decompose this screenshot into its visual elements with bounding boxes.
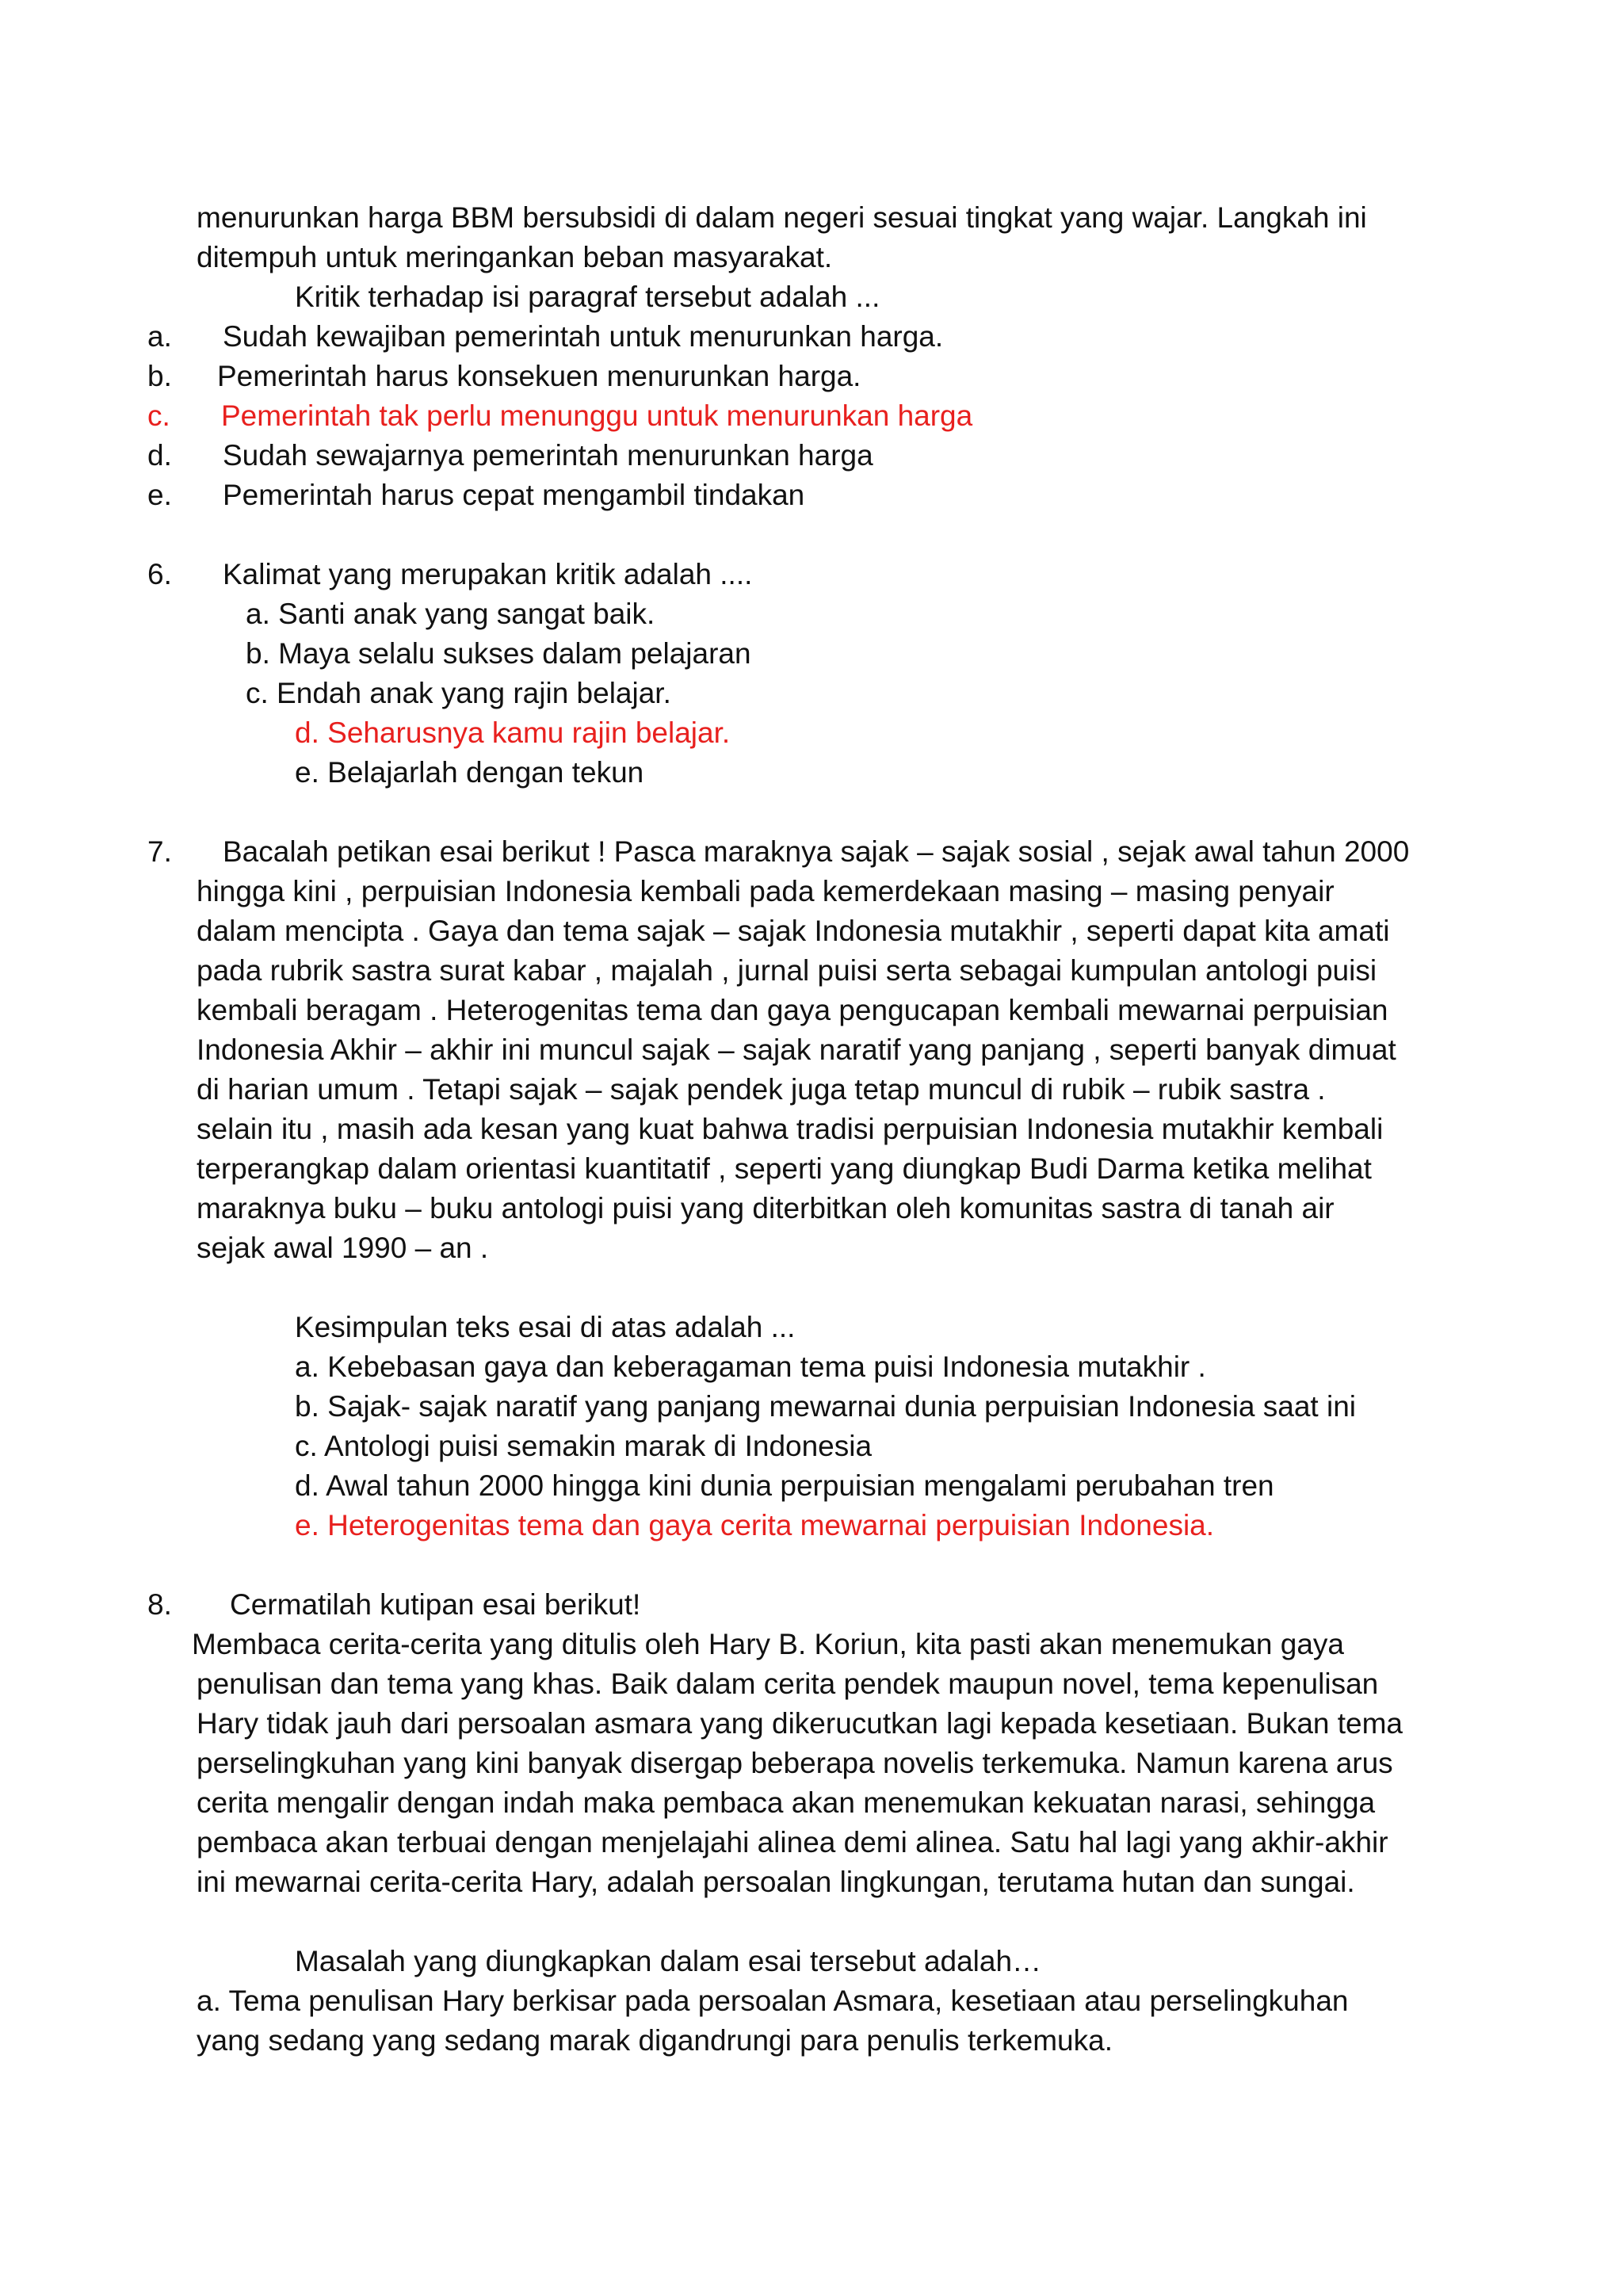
q6-answer: d. Seharusnya kamu rajin belajar.: [295, 716, 731, 749]
q8-option-line: a. Tema penulisan Hary berkisar pada persoalan Asmara, kesetiaan atau perselingkuhan: [197, 1985, 1349, 2017]
q5-option-text: Sudah kewajiban pemerintah untuk menurunkan harga.: [223, 320, 944, 353]
q5-intro-line: menurunkan harga BBM bersubsidi di dalam negeri sesuai tingkat yang wajar. Langkah ini: [197, 201, 1367, 234]
q5-option-text: Pemerintah harus konsekuen menurunkan harga.: [217, 360, 861, 392]
q8-option-line: yang sedang yang sedang marak digandrungi para penulis terkemuka.: [197, 2024, 1113, 2057]
q8-passage-line: penulisan dan tema yang khas. Baik dalam cerita pendek maupun novel, tema kepenulisan: [197, 1668, 1379, 1700]
q7-passage-line: di harian umum . Tetapi sajak – sajak pendek juga tetap muncul di rubik – rubik sastra .: [197, 1073, 1326, 1106]
q8-number: 8.: [147, 1588, 172, 1621]
q5-answer-text: Pemerintah tak perlu menunggu untuk menurunkan harga: [221, 399, 973, 432]
q7-option: b. Sajak- sajak naratif yang panjang mewarnai dunia perpuisian Indonesia saat ini: [295, 1390, 1357, 1423]
q7-prompt: Kesimpulan teks esai di atas adalah ...: [295, 1311, 796, 1343]
q7-passage-line: selain itu , masih ada kesan yang kuat bahwa tradisi perpuisian Indonesia mutakhir kembali: [197, 1113, 1384, 1145]
q7-option: a. Kebebasan gaya dan keberagaman tema puisi Indonesia mutakhir .: [295, 1350, 1206, 1383]
q7-passage-line: Indonesia Akhir – akhir ini muncul sajak – sajak naratif yang panjang , seperti banyak dimuat: [197, 1033, 1396, 1066]
q7-passage-line: hingga kini , perpuisian Indonesia kembali pada kemerdekaan masing – masing penyair: [197, 875, 1335, 907]
q8-passage-line: ini mewarnai cerita-cerita Hary, adalah persoalan lingkungan, terutama hutan dan sungai.: [197, 1866, 1355, 1898]
q8-passage-line: Membaca cerita-cerita yang ditulis oleh Hary B. Koriun, kita pasti akan menemukan gaya: [192, 1628, 1344, 1660]
q5-intro-line: ditempuh untuk meringankan beban masyarakat.: [197, 241, 833, 273]
q5-option-text: Pemerintah harus cepat mengambil tindakan: [223, 479, 805, 511]
q7-passage-line: pada rubrik sastra surat kabar , majalah , jurnal puisi serta sebagai kumpulan antologi puisi: [197, 954, 1377, 987]
q8-passage-line: perselingkuhan yang kini banyak disergap beberapa novelis terkemuka. Namun karena arus: [197, 1747, 1393, 1779]
q7-passage-line: sejak awal 1990 – an .: [197, 1232, 489, 1264]
q7-answer: e. Heterogenitas tema dan gaya cerita mewarnai perpuisian Indonesia.: [295, 1509, 1215, 1541]
q6-question: Kalimat yang merupakan kritik adalah ....: [223, 558, 753, 590]
q5-option-label: e.: [147, 479, 172, 511]
q7-number: 7.: [147, 835, 172, 868]
q7-passage-line: dalam mencipta . Gaya dan tema sajak – sajak Indonesia mutakhir , seperti dapat kita amati: [197, 915, 1390, 947]
q8-passage-line: pembaca akan terbuai dengan menjelajahi alinea demi alinea. Satu hal lagi yang akhir-akhir: [197, 1826, 1388, 1859]
q5-option-text: Sudah sewajarnya pemerintah menurunkan harga: [223, 439, 873, 472]
q8-passage-line: cerita mengalir dengan indah maka pembaca akan menemukan kekuatan narasi, sehingga: [197, 1786, 1376, 1819]
q8-instruction: Cermatilah kutipan esai berikut!: [230, 1588, 641, 1621]
q5-prompt: Kritik terhadap isi paragraf tersebut adalah ...: [295, 281, 880, 313]
q6-number: 6.: [147, 558, 172, 590]
q7-passage-line: maraknya buku – buku antologi puisi yang diterbitkan oleh komunitas sastra di tanah air: [197, 1192, 1335, 1224]
q8-prompt: Masalah yang diungkapkan dalam esai tersebut adalah…: [295, 1945, 1042, 1977]
q7-passage-line: kembali beragam . Heterogenitas tema dan gaya pengucapan kembali mewarnai perpuisian: [197, 994, 1388, 1026]
q7-option: d. Awal tahun 2000 hingga kini dunia perpuisian mengalami perubahan tren: [295, 1469, 1274, 1502]
q5-option-label: b.: [147, 360, 172, 392]
q5-option-label: a.: [147, 320, 172, 353]
q6-option: e. Belajarlah dengan tekun: [295, 756, 644, 789]
q7-passage-line: terperangkap dalam orientasi kuantitatif , seperti yang diungkap Budi Darma ketika melihat: [197, 1152, 1372, 1185]
q5-answer-label: c.: [147, 399, 170, 432]
q6-option: a. Santi anak yang sangat baik.: [246, 598, 655, 630]
q6-option: c. Endah anak yang rajin belajar.: [246, 677, 671, 709]
q8-passage-line: Hary tidak jauh dari persoalan asmara yang dikerucutkan lagi kepada kesetiaan. Bukan tema: [197, 1707, 1403, 1740]
q6-option: b. Maya selalu sukses dalam pelajaran: [246, 637, 751, 670]
q5-option-label: d.: [147, 439, 172, 472]
q7-option: c. Antologi puisi semakin marak di Indonesia: [295, 1430, 873, 1462]
q7-passage-line: Bacalah petikan esai berikut ! Pasca maraknya sajak – sajak sosial , sejak awal tahun 2000: [223, 835, 1410, 868]
